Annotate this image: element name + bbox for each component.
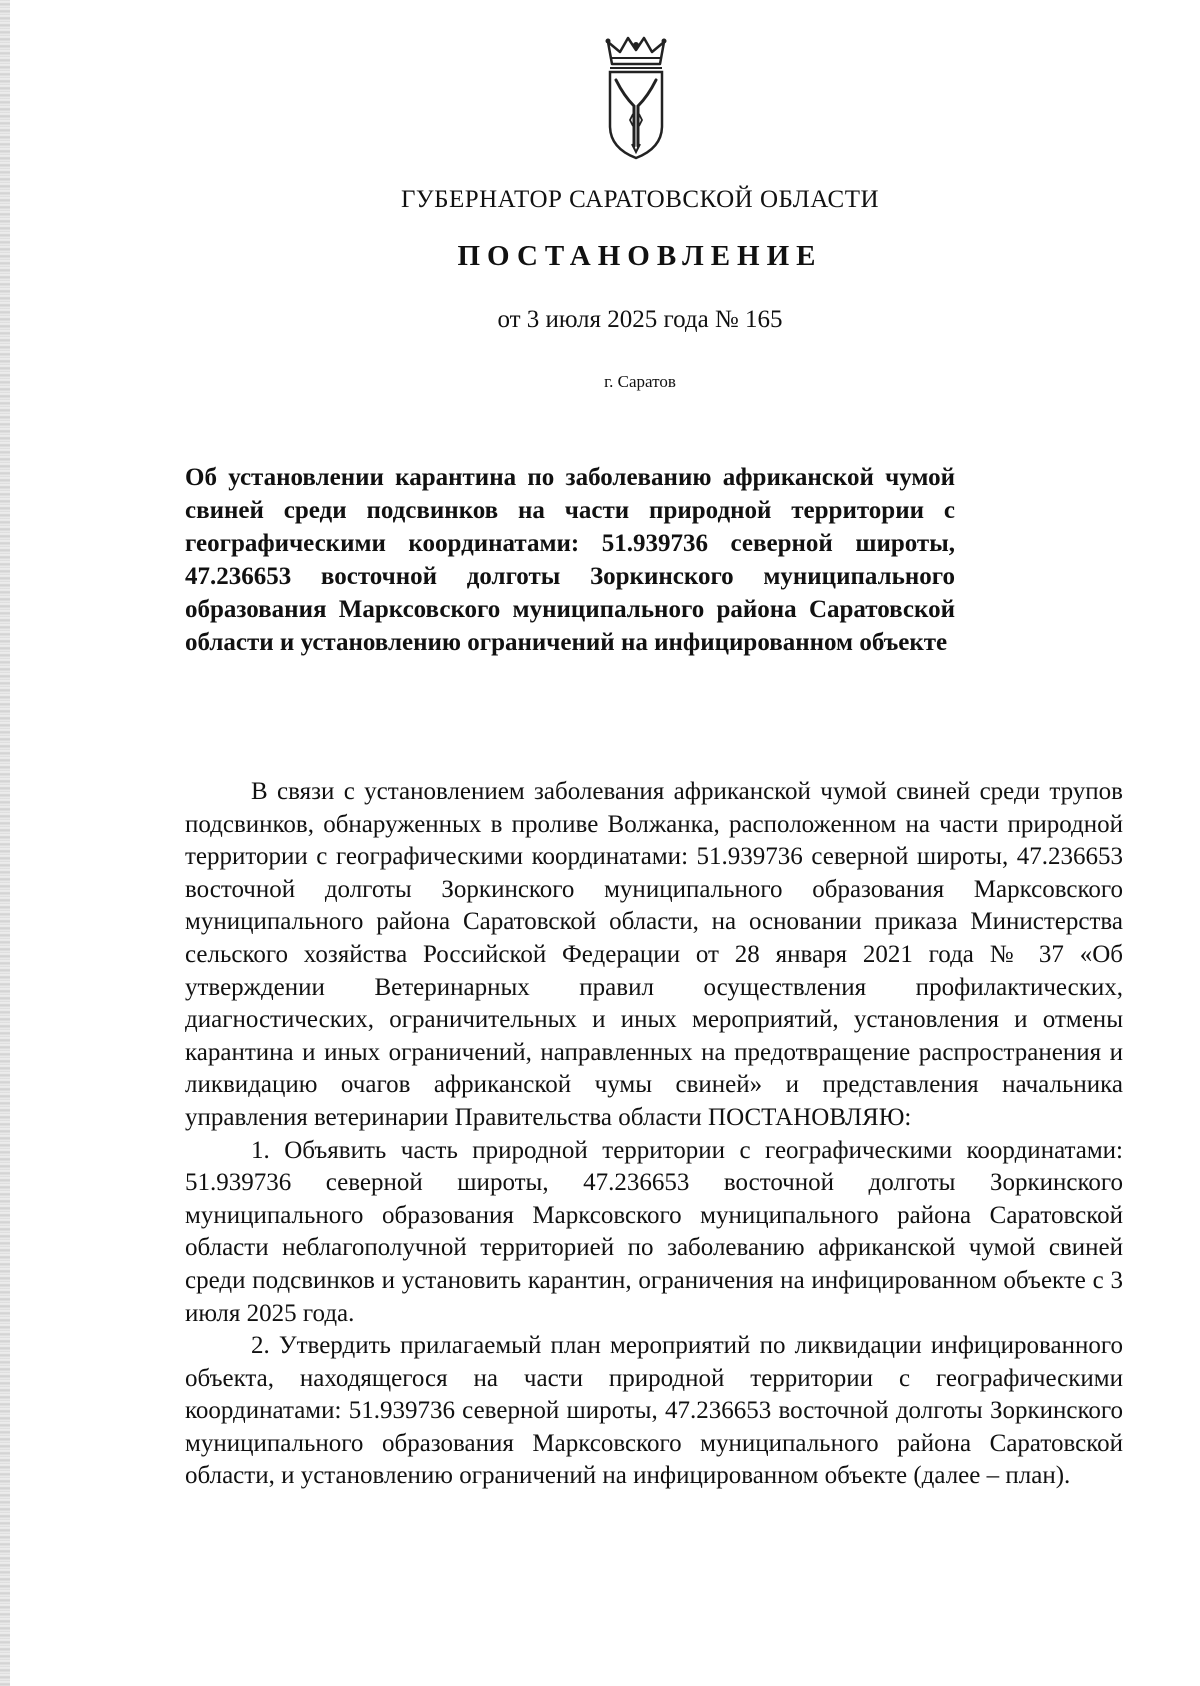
saratov-coat-of-arms-icon [604,34,668,170]
document-subject: Об установлении карантина по заболеванию африканской чумой свиней среди подсвинков на части природной территории с географическими координатами: 51.939736 северной широты, 47.236653 восточной долготы Зоркинского муниципального образования Марксовского муниципального района Саратовской области и установлению ограничений на инфицированном объекте [185,464,955,656]
resolution-item-1: 1. Объявить часть природной территории с географическими координатами: 51.939736 северной широты, 47.236653 восточной долготы Зоркинского муниципального образования Марксовского муниципального района Саратовской области неблагополучной территорией по заболеванию африканской чумой свиней среди подсвинков и установить карантин, ограничения на инфицированном объекте с 3 июля 2025 года. [185,1136,1123,1327]
document-body [185,776,1123,1493]
document-type: ПОСТАНОВЛЕНИЕ [457,240,823,272]
resolution-item-2: 2. Утвердить прилагаемый план мероприятий по ликвидации инфицированного объекта, находящегося на части природной территории с географическими координатами: 51.939736 северной широты, 47.236653 восточной долготы Зоркинского муниципального образования Марксовского муниципального района Саратовской области, и установлению ограничений на инфицированном объекте (далее – план). [185,1332,1123,1490]
document-date-number: от 3 июля 2025 года № 165 [497,306,783,333]
document-city: г. Саратов [604,372,676,391]
issuing-authority: ГУБЕРНАТОР САРАТОВСКОЙ ОБЛАСТИ [400,186,880,213]
preamble-paragraph: В связи с установлением заболевания африканской чумой свиней среди трупов подсвинков, обнаруженных в проливе Волжанка, расположенном на части природной территории с географическими координатами: 51.939736 северной широты, 47.236653 восточной долготы Зоркинского муниципального образования Марксовского муниципального района Саратовской области, на основании приказа Министерства сельского хозяйства Российской Федерации от 28 января 2021 года № 37 «Об утверждении Ветеринарных правил осуществления профилактических, диагностических, ограничительных и иных мероприятий, установления и отмены карантина и иных ограничений, направленных на предотвращение распространения и ликвидацию очагов африканской чумы свиней» и представления начальника управления ветеринарии Правительства области ПОСТАНОВЛЯЮ: [185,778,1123,1131]
